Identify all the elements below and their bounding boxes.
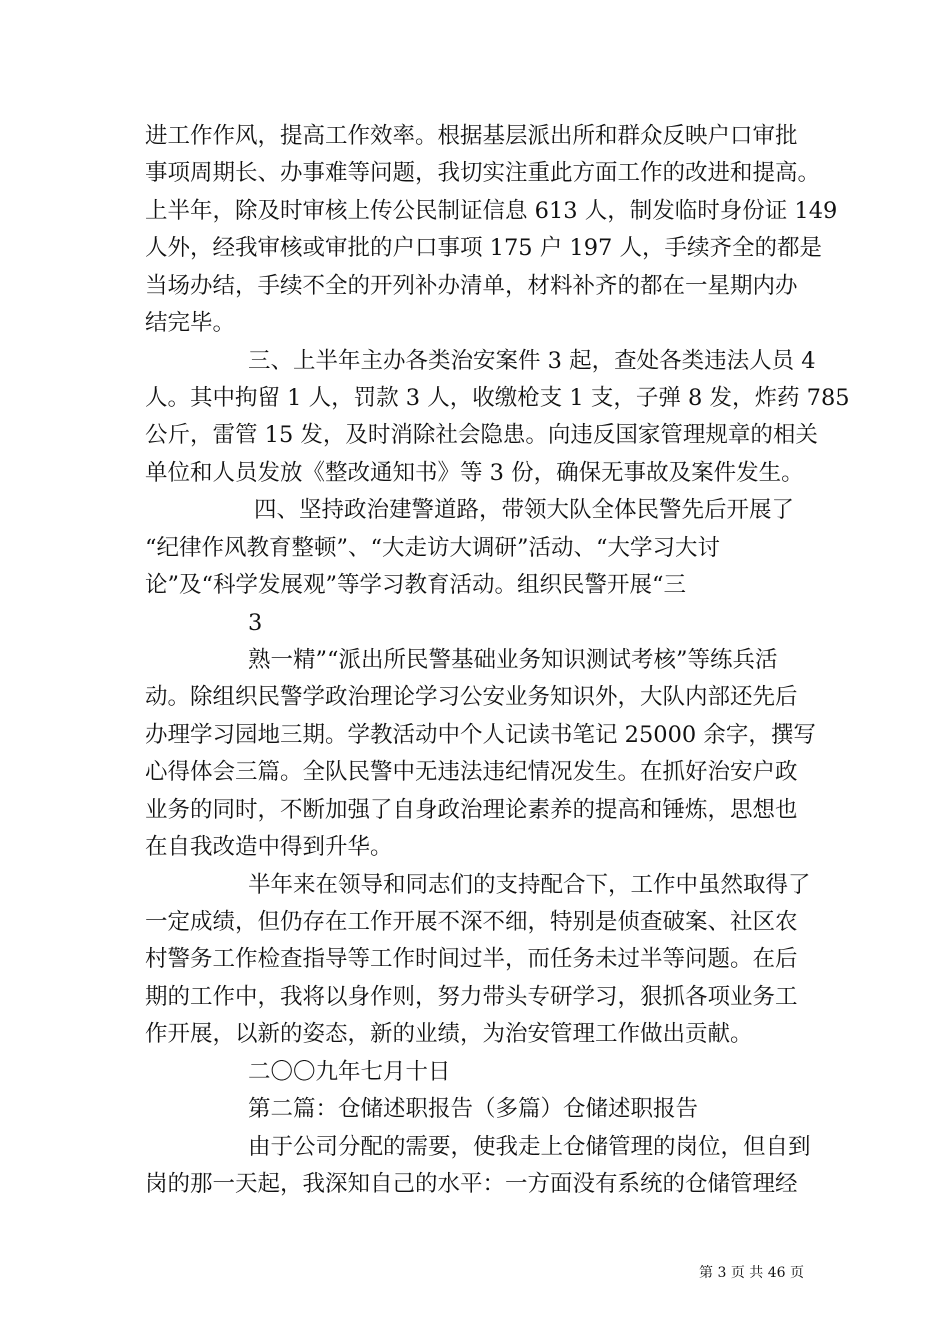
- paragraph-start: 半年来在领导和同志们的支持配合下，工作中虽然取得了: [248, 872, 811, 898]
- text-line: 岗的那一天起，我深知自己的水平：一方面没有系统的仓储管理经: [145, 1171, 798, 1197]
- text-line: 村警务工作检查指导等工作时间过半，而任务未过半等问题。在后: [145, 946, 798, 972]
- text-line: 结完毕。: [145, 310, 236, 336]
- text-line: 期的工作中，我将以身作则，努力带头专研学习，狠抓各项业务工: [145, 984, 798, 1010]
- page-number-marker: 3: [248, 610, 263, 636]
- text-line: 论”及“科学发展观”等学习教育活动。组织民警开展“三: [145, 572, 687, 598]
- text-line: 心得体会三篇。全队民警中无违法违纪情况发生。在抓好治安户政: [145, 759, 798, 785]
- paragraph-start: 四、坚持政治建警道路，带领大队全体民警先后开展了: [254, 497, 795, 523]
- text-line: “纪律作风教育整顿”、“大走访大调研”活动、“大学习大讨: [145, 535, 721, 561]
- text-line: 事项周期长、办事难等问题，我切实注重此方面工作的改进和提高。: [145, 160, 821, 186]
- text-line: 熟一精”“派出所民警基础业务知识测试考核”等练兵活: [248, 647, 778, 673]
- text-line: 单位和人员发放《整改通知书》等 3 份，确保无事故及案件发生。: [145, 460, 804, 486]
- text-line: 进工作作风，提高工作效率。根据基层派出所和群众反映户口审批: [145, 123, 798, 149]
- text-line: 办理学习园地三期。学教活动中个人记读书笔记 25000 余字，撰写: [145, 722, 816, 748]
- section-heading: 第二篇：仓储述职报告（多篇）仓储述职报告: [248, 1096, 699, 1122]
- text-line: 当场办结，手续不全的开列补办清单，材料补齐的都在一星期内办: [145, 273, 798, 299]
- paragraph-start: 由于公司分配的需要，使我走上仓储管理的岗位，但自到: [248, 1134, 811, 1160]
- text-line: 作开展，以新的姿态，新的业绩，为治安管理工作做出贡献。: [145, 1021, 753, 1047]
- text-line: 一定成绩，但仍存在工作开展不深不细，特别是侦查破案、社区农: [145, 909, 798, 935]
- text-line: 动。除组织民警学政治理论学习公安业务知识外，大队内部还先后: [145, 684, 798, 710]
- date-line: 二〇〇九年七月十日: [248, 1059, 451, 1085]
- text-line: 人外，经我审核或审批的户口事项 175 户 197 人，手续齐全的都是: [145, 235, 823, 261]
- text-line: 人。其中拘留 1 人，罚款 3 人，收缴枪支 1 支，子弹 8 发，炸药 785: [145, 385, 850, 411]
- page-footer: 第 3 页 共 46 页: [699, 1265, 804, 1281]
- text-line: 上半年，除及时审核上传公民制证信息 613 人，制发临时身份证 149: [145, 198, 838, 224]
- text-line: 公斤，雷管 15 发，及时消除社会隐患。向违反国家管理规章的相关: [145, 422, 818, 448]
- text-line: 业务的同时，不断加强了自身政治理论素养的提高和锤炼，思想也: [145, 797, 798, 823]
- paragraph-start: 三、上半年主办各类治安案件 3 起，查处各类违法人员 4: [248, 348, 816, 374]
- text-line: 在自我改造中得到升华。: [145, 834, 393, 860]
